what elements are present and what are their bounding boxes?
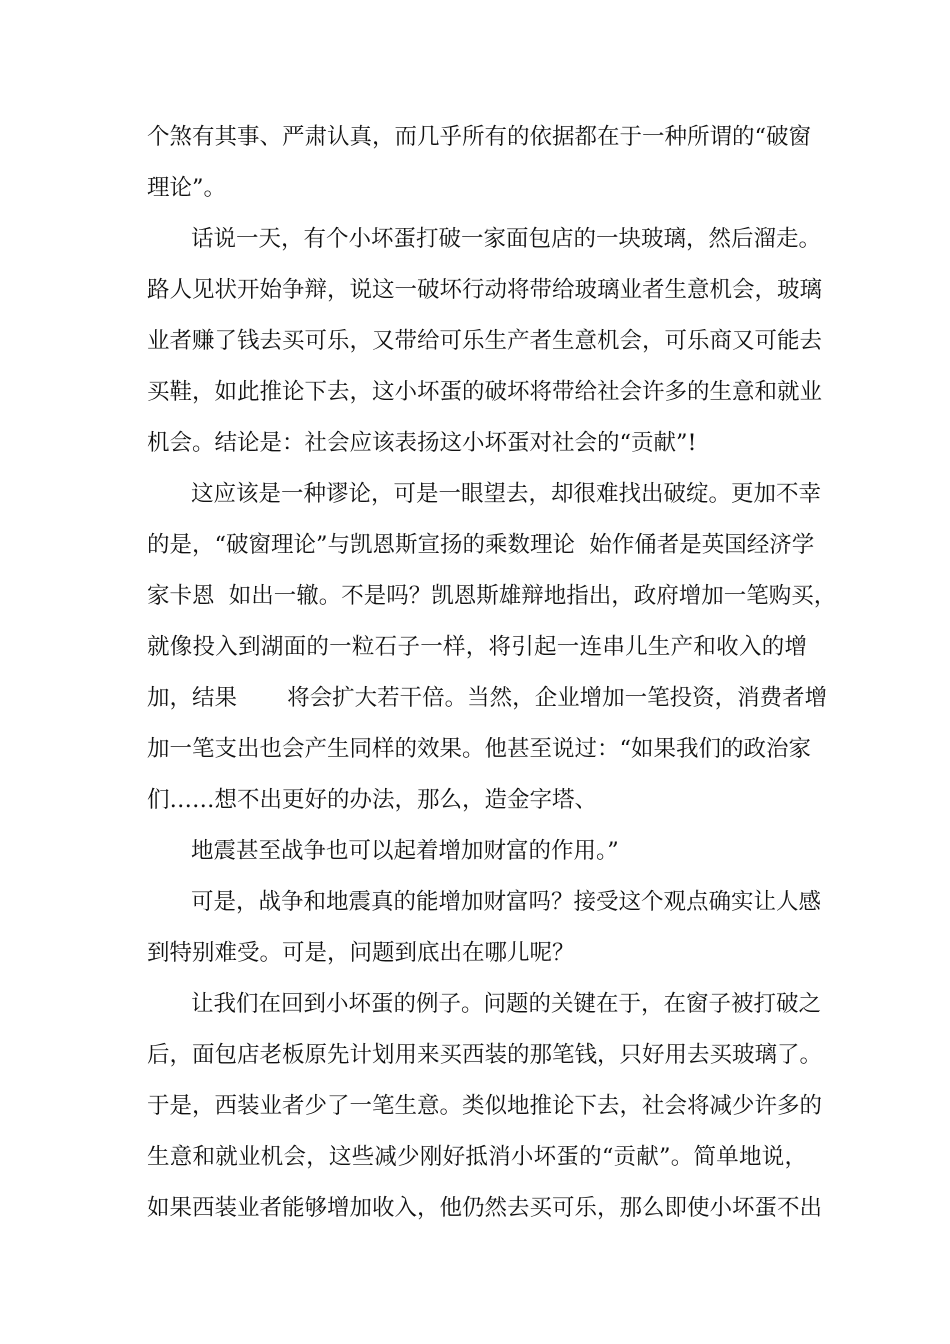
paragraph — [147, 469, 837, 826]
text-line: 路人见状开始争辩，说这一破坏行动将带给玻璃业者生意机会，玻璃 — [147, 277, 823, 303]
paragraph — [147, 826, 807, 877]
text-line: 加，结果 将会扩大若干倍。当然，企业增加一笔投资，消费者增 — [147, 685, 828, 711]
text-line: 就像投入到湖面的一粒石子一样，将引起一连串儿生产和收入的增 — [147, 634, 807, 660]
text-line: 到特别难受。可是，问题到底出在哪儿呢？ — [147, 940, 575, 966]
text-line: 可是，战争和地震真的能增加财富吗？接受这个观点确实让人感 — [191, 889, 822, 915]
text-line: 家卡恩 如出一辙。不是吗？凯恩斯雄辩地指出，政府增加一笔购买， — [147, 583, 837, 609]
text-line: 如果西装业者能够增加收入，他仍然去买可乐，那么即使小坏蛋不出 — [147, 1195, 823, 1221]
text-line: 这应该是一种谬论，可是一眼望去，却很难找出破绽。更加不幸 — [191, 481, 822, 507]
text-line: 理论”。 — [147, 175, 227, 201]
text-line: 买鞋，如此推论下去，这小坏蛋的破坏将带给社会许多的生意和就业 — [147, 379, 823, 405]
paragraph — [147, 877, 822, 979]
text-line: 们……想不出更好的办法，那么，造金字塔、 — [147, 787, 598, 813]
text-line: 后，面包店老板原先计划用来买西装的那笔钱，只好用去买玻璃了。 — [147, 1042, 823, 1068]
text-line: 机会。结论是：社会应该表扬这小坏蛋对社会的“贡献”! — [147, 430, 697, 456]
document-body — [147, 112, 837, 1234]
paragraph — [147, 112, 812, 214]
text-line: 地震甚至战争也可以起着增加财富的作用。” — [191, 838, 619, 864]
text-line: 的是，“破窗理论”与凯恩斯宣扬的乘数理论 始作俑者是英国经济学 — [147, 532, 815, 558]
text-line: 业者赚了钱去买可乐，又带给可乐生产者生意机会，可乐商又可能去 — [147, 328, 823, 354]
text-line: 于是，西装业者少了一笔生意。类似地推论下去，社会将减少许多的 — [147, 1093, 823, 1119]
text-line: 让我们在回到小坏蛋的例子。问题的关键在于，在窗子被打破之 — [191, 991, 822, 1017]
text-line: 加一笔支出也会产生同样的效果。他甚至说过：“如果我们的政治家 — [147, 736, 812, 762]
text-line: 个煞有其事、严肃认真，而几乎所有的依据都在于一种所谓的“破窗 — [147, 124, 812, 150]
text-line: 话说一天，有个小坏蛋打破一家面包店的一块玻璃，然后溜走。 — [191, 226, 822, 252]
text-line: 生意和就业机会，这些减少刚好抵消小坏蛋的“贡献”。简单地说， — [147, 1144, 807, 1170]
paragraph — [147, 979, 823, 1234]
paragraph — [147, 214, 823, 469]
